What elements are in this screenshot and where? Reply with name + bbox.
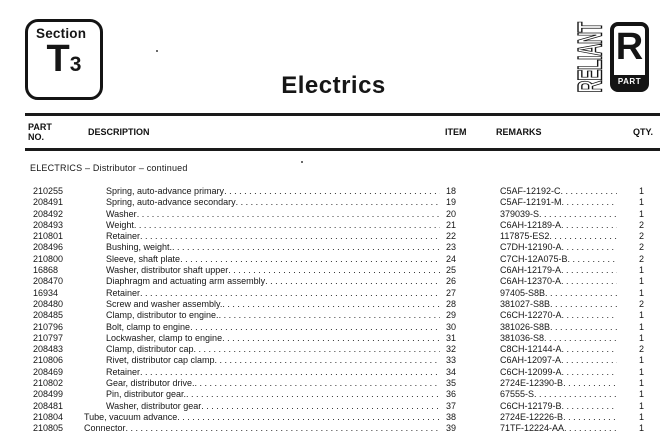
remark-code: C6AH-12097-A <box>500 355 562 366</box>
dot-leader <box>222 299 440 310</box>
dot-leader <box>215 355 440 366</box>
section-label: Section <box>36 26 87 41</box>
description-text: Bolt, clamp to engine <box>106 321 191 332</box>
qty-value: 1 <box>638 186 644 196</box>
remark-code: C6AH-12370-A <box>500 276 562 287</box>
item-number: 39 <box>446 423 457 434</box>
remark-code: 117875-ES2 <box>500 231 550 242</box>
remarks-cell <box>500 299 617 310</box>
column-header-part-line1: PART <box>28 122 52 132</box>
description-cell <box>84 209 440 220</box>
remark-code: 97405-S8B <box>500 287 546 298</box>
remarks-cell <box>500 389 617 400</box>
qty-value: 2 <box>638 219 644 230</box>
remarks-cell <box>500 401 617 412</box>
dot-leader <box>219 310 440 321</box>
table-row <box>0 344 660 355</box>
dot-leader <box>222 333 440 344</box>
remark-code: C5AF-12192-C <box>500 186 561 196</box>
remark-code: 379039-S <box>500 208 540 219</box>
dot-leader <box>561 186 617 197</box>
scan-speck <box>156 50 158 52</box>
item-number: 37 <box>446 400 457 411</box>
remark-code: C5AF-12191-M <box>500 197 562 208</box>
logo-r-letter: R <box>615 26 644 68</box>
dot-leader <box>545 288 617 299</box>
description-cell <box>84 322 440 333</box>
description-text: Lockwasher, clamp to engine <box>106 332 223 343</box>
table-row <box>0 389 660 400</box>
dot-leader <box>561 220 617 231</box>
remarks-cell <box>500 333 617 344</box>
part-number: 208493 <box>33 219 64 230</box>
dot-leader <box>544 333 617 344</box>
table-row <box>0 412 660 423</box>
dot-leader <box>201 401 440 412</box>
qty-value: 2 <box>638 231 644 242</box>
item-number: 36 <box>446 389 457 400</box>
description-cell <box>84 355 440 366</box>
qty-value: 2 <box>638 344 644 355</box>
group-heading: ELECTRICS – Distributor – continued <box>30 163 188 173</box>
header-rule-bottom <box>25 148 660 151</box>
dot-leader <box>561 276 617 287</box>
dot-leader <box>550 299 617 310</box>
part-number: 208492 <box>33 208 64 219</box>
remark-code: C7CH-12A075-B <box>500 253 568 264</box>
description-text: Clamp, distributor cap <box>106 344 194 355</box>
item-number: 28 <box>446 298 457 309</box>
remark-code: 381026-S8B <box>500 321 551 332</box>
remark-code: 381027-S8B <box>500 298 551 309</box>
description-cell <box>84 412 440 423</box>
dot-leader <box>564 423 617 434</box>
description-cell <box>84 389 440 400</box>
remarks-cell <box>500 242 617 253</box>
item-number: 22 <box>446 231 457 242</box>
table-row <box>0 220 660 231</box>
dot-leader <box>177 412 440 423</box>
remarks-cell <box>500 355 617 366</box>
description-cell <box>84 367 440 378</box>
table-row <box>0 299 660 310</box>
qty-value: 1 <box>638 208 644 219</box>
part-number: 208470 <box>33 276 64 287</box>
qty-value: 1 <box>638 378 644 389</box>
parts-table-body <box>0 186 660 435</box>
table-row <box>0 355 660 366</box>
item-number: 20 <box>446 208 457 219</box>
part-number: 210801 <box>33 231 64 242</box>
dot-leader <box>549 231 617 242</box>
section-code-subscript: 3 <box>69 53 82 76</box>
table-row <box>0 276 660 287</box>
description-cell <box>84 344 440 355</box>
part-number: 208499 <box>33 389 64 400</box>
part-number: 210806 <box>33 355 64 366</box>
description-text: Spring, auto-advance secondary <box>106 197 236 208</box>
qty-value: 1 <box>638 400 644 411</box>
column-header-description: DESCRIPTION <box>88 127 150 137</box>
remark-code: C6AH-12179-A <box>500 265 562 276</box>
table-row <box>0 242 660 253</box>
part-number: 208481 <box>33 400 64 411</box>
dot-leader <box>195 378 440 389</box>
item-number: 23 <box>446 242 457 253</box>
dot-leader <box>568 254 617 265</box>
qty-value: 1 <box>638 310 644 321</box>
description-text: Bushing, weight. <box>106 242 173 253</box>
part-number: 210802 <box>33 378 64 389</box>
part-number: 208480 <box>33 298 64 309</box>
description-cell <box>84 333 440 344</box>
table-row <box>0 231 660 242</box>
part-number: 210800 <box>33 253 64 264</box>
description-cell <box>84 220 440 231</box>
table-row <box>0 378 660 389</box>
part-number: 208483 <box>33 344 64 355</box>
dot-leader <box>562 401 617 412</box>
part-number: 210805 <box>33 423 64 434</box>
item-number: 24 <box>446 253 457 264</box>
qty-value: 2 <box>638 242 644 253</box>
qty-value: 1 <box>638 355 644 366</box>
part-number: 210804 <box>33 411 64 422</box>
table-row <box>0 401 660 412</box>
remarks-cell <box>500 231 617 242</box>
remarks-cell <box>500 423 617 434</box>
dot-leader <box>562 242 617 253</box>
reliant-wordmark-text: RELIANT <box>571 21 610 93</box>
remark-code: 2724E-12390-B <box>500 378 564 389</box>
description-cell <box>84 186 440 197</box>
item-number: 25 <box>446 265 457 276</box>
part-number: 208491 <box>33 197 64 208</box>
description-text: Tube, vacuum advance <box>84 411 178 422</box>
remarks-cell <box>500 322 617 333</box>
description-cell <box>84 288 440 299</box>
table-row <box>0 209 660 220</box>
remarks-cell <box>500 276 617 287</box>
part-number: 208496 <box>33 242 64 253</box>
reliant-parts-logo <box>610 22 649 92</box>
header-rule-top <box>25 113 660 116</box>
description-text: Retainer <box>106 231 141 242</box>
remark-code: C6CH-12270-A <box>500 310 562 321</box>
description-text: Spring, auto-advance primary <box>106 186 225 196</box>
dot-leader <box>562 310 617 321</box>
description-text: Clamp, distributor to engine. <box>106 310 219 321</box>
table-row <box>0 288 660 299</box>
item-number: 26 <box>446 276 457 287</box>
scan-speck <box>301 161 303 163</box>
dot-leader <box>236 197 440 208</box>
table-row <box>0 310 660 321</box>
table-row <box>0 186 660 197</box>
dot-leader <box>180 254 440 265</box>
item-number: 21 <box>446 219 457 230</box>
remark-code: 71TF-12224-AA <box>500 423 565 434</box>
reliant-wordmark <box>571 18 611 96</box>
dot-leader <box>539 209 617 220</box>
dot-leader <box>563 412 617 423</box>
dot-leader <box>134 220 440 231</box>
remark-code: 67555-S <box>500 389 535 400</box>
remarks-cell <box>500 367 617 378</box>
part-number: 208469 <box>33 366 64 377</box>
item-number: 32 <box>446 344 457 355</box>
description-text: Diaphragm and actuating arm assembly <box>106 276 266 287</box>
description-cell <box>84 254 440 265</box>
remark-code: 2724E-12226-B <box>500 411 564 422</box>
table-row <box>0 265 660 276</box>
dot-leader <box>562 344 617 355</box>
description-cell <box>84 423 440 434</box>
qty-value: 1 <box>638 197 644 208</box>
column-header-part-no <box>28 122 84 142</box>
logo-part-caption: PART <box>614 75 645 88</box>
part-number: 208485 <box>33 310 64 321</box>
page-title: Electrics <box>281 72 386 99</box>
part-number: 210796 <box>33 321 64 332</box>
part-number: 210255 <box>33 186 64 196</box>
dot-leader <box>194 344 440 355</box>
description-cell <box>84 401 440 412</box>
column-header-qty: QTY. <box>632 127 653 137</box>
qty-value: 1 <box>638 411 644 422</box>
description-text: Washer, distributor gear <box>106 400 202 411</box>
item-number: 34 <box>446 366 457 377</box>
item-number: 38 <box>446 411 457 422</box>
description-cell <box>84 378 440 389</box>
remarks-cell <box>500 186 617 197</box>
qty-value: 1 <box>638 332 644 343</box>
remarks-cell <box>500 344 617 355</box>
column-header-remarks: REMARKS <box>496 127 542 137</box>
description-cell <box>84 276 440 287</box>
table-row <box>0 367 660 378</box>
dot-leader <box>550 322 617 333</box>
description-text: Screw and washer assembly. <box>106 298 223 309</box>
description-text: Pin, distributor gear. <box>106 389 187 400</box>
item-number: 18 <box>446 186 457 196</box>
qty-value: 1 <box>638 265 644 276</box>
item-number: 30 <box>446 321 457 332</box>
dot-leader <box>562 197 617 208</box>
dot-leader <box>137 209 440 220</box>
remarks-cell <box>500 378 617 389</box>
description-text: Washer <box>106 208 137 219</box>
table-row <box>0 423 660 434</box>
remark-code: C6AH-12189-A <box>500 219 562 230</box>
description-cell <box>84 197 440 208</box>
part-number: 16868 <box>33 265 59 276</box>
dot-leader <box>190 322 440 333</box>
table-row <box>0 333 660 344</box>
qty-value: 1 <box>638 389 644 400</box>
item-number: 27 <box>446 287 457 298</box>
remark-code: C7DH-12190-A <box>500 242 562 253</box>
remarks-cell <box>500 254 617 265</box>
part-number: 210797 <box>33 332 64 343</box>
description-text: Rivet, distributor cap clamp <box>106 355 215 366</box>
description-text: Washer, distributor shaft upper <box>106 265 229 276</box>
description-text: Gear, distributor drive. <box>106 378 195 389</box>
table-row <box>0 254 660 265</box>
dot-leader <box>561 265 617 276</box>
qty-value: 2 <box>638 253 644 264</box>
dot-leader <box>172 242 440 253</box>
description-cell <box>84 310 440 321</box>
dot-leader <box>228 265 440 276</box>
remarks-cell <box>500 310 617 321</box>
column-header-item: ITEM <box>445 127 467 137</box>
item-number: 29 <box>446 310 457 321</box>
description-cell <box>84 265 440 276</box>
remark-code: C6CH-12179-B <box>500 400 562 411</box>
qty-value: 1 <box>638 276 644 287</box>
remark-code: C8CH-12144-A <box>500 344 562 355</box>
qty-value: 1 <box>638 287 644 298</box>
qty-value: 2 <box>638 298 644 309</box>
dot-leader <box>140 231 440 242</box>
description-text: Connector <box>84 423 126 434</box>
qty-value: 1 <box>638 423 644 434</box>
description-text: Sleeve, shaft plate <box>106 253 181 264</box>
description-text: Retainer <box>106 366 141 377</box>
dot-leader <box>563 378 617 389</box>
item-number: 31 <box>446 332 457 343</box>
item-number: 19 <box>446 197 457 208</box>
item-number: 33 <box>446 355 457 366</box>
dot-leader <box>265 276 440 287</box>
dot-leader <box>186 389 440 400</box>
description-text: Weight <box>106 219 134 230</box>
dot-leader <box>140 288 440 299</box>
dot-leader <box>140 367 440 378</box>
part-number: 16934 <box>33 287 59 298</box>
item-number: 35 <box>446 378 457 389</box>
description-cell <box>84 231 440 242</box>
remarks-cell <box>500 220 617 231</box>
description-cell <box>84 242 440 253</box>
qty-value: 1 <box>638 366 644 377</box>
remarks-cell <box>500 265 617 276</box>
description-text: Retainer <box>106 287 141 298</box>
column-header-part-line2: NO. <box>28 132 45 142</box>
remarks-cell <box>500 197 617 208</box>
description-cell <box>84 299 440 310</box>
remark-code: 381036-S8 <box>500 332 545 343</box>
remarks-cell <box>500 209 617 220</box>
dot-leader <box>561 355 617 366</box>
dot-leader <box>126 423 440 434</box>
dot-leader <box>224 186 440 197</box>
dot-leader <box>534 389 617 400</box>
section-code-letter: T <box>46 38 70 80</box>
dot-leader <box>562 367 617 378</box>
table-row <box>0 322 660 333</box>
remarks-cell <box>500 288 617 299</box>
table-header-row <box>0 122 660 142</box>
table-row <box>0 197 660 208</box>
remarks-cell <box>500 412 617 423</box>
qty-value: 1 <box>638 321 644 332</box>
remark-code: C6CH-12099-A <box>500 366 562 377</box>
